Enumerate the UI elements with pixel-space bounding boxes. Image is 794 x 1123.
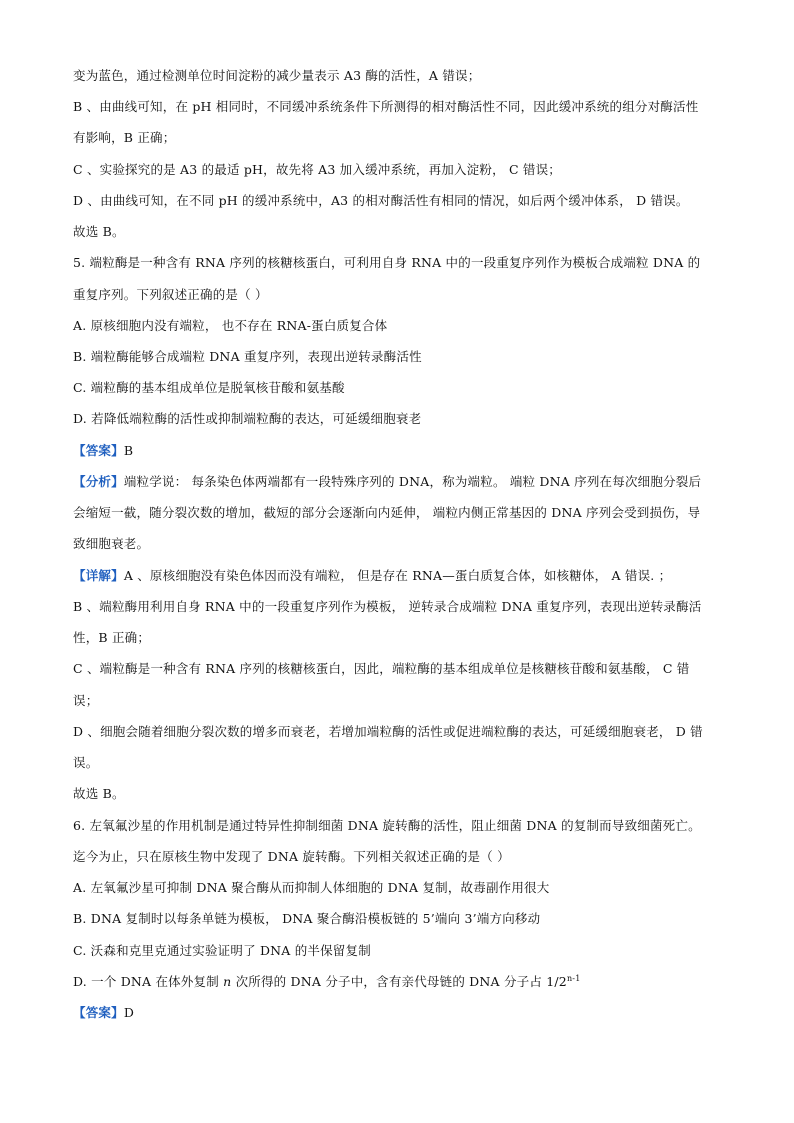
detail-line-5: 误； [73, 693, 99, 708]
answer-value: D [123, 1005, 135, 1020]
text-line: 故选 B。 [73, 224, 125, 239]
answer-tag: 【答案】 [73, 443, 124, 458]
answer-5 [73, 441, 723, 461]
option-d-exponent: n-1 [566, 973, 581, 983]
analysis-line-3: 致细胞衰老。 [73, 536, 150, 551]
option-d-variable-n: n [223, 974, 232, 989]
question-6-stem-cont: 迄今为止，只在原核生物中发现了 DNA 旋转酶。下列相关叙述正确的是（ ） [73, 849, 510, 864]
text-line: C 、实验探究的是 A3 的最适 pH，故先将 A3 加入缓冲系统，再加入淀粉， C 错误； [73, 162, 561, 177]
text-line: 变为蓝色，通过检测单位时间淀粉的减少量表示 A3 酶的活性，A 错误； [73, 68, 481, 83]
detail-tag: 【详解】 [73, 568, 124, 583]
analysis-tag: 【分析】 [73, 474, 124, 489]
detail-line-8: 故选 B。 [73, 786, 125, 801]
question-6-option-a: A. 左氧氟沙星可抑制 DNA 聚合酶从而抑制人体细胞的 DNA 复制，故毒副作用很大 [73, 880, 550, 895]
analysis-text: 端粒学说： 每条染色体两端都有一段特殊序列的 DNA，称为端粒。 端粒 DNA 序列在每次细胞分裂后 [123, 474, 702, 489]
option-d-text-pre: D. 一个 DNA 在体外复制 [73, 974, 224, 989]
detail-line-1 [73, 566, 723, 586]
detail-line-3: 性，B 正确； [73, 630, 151, 645]
question-6-stem: 6. 左氧氟沙星的作用机制是通过特异性抑制细菌 DNA 旋转酶的活性，阻止细菌 DNA 的复制而导致细菌死亡。 [73, 818, 701, 833]
detail-line-6: D 、细胞会随着细胞分裂次数的增多而衰老，若增加端粒酶的活性或促进端粒酶的表达，可延缓细胞衰老， D 错 [73, 724, 703, 739]
detail-text: A 、原核细胞没有染色体因而没有端粒， 但是存在 RNA—蛋白质复合体，如核糖体， A 错误. ； [123, 568, 672, 583]
question-5-option-c: C. 端粒酶的基本组成单位是脱氧核苷酸和氨基酸 [73, 380, 345, 395]
detail-line-2: B 、端粒酶用利用自身 RNA 中的一段重复序列作为模板， 逆转录合成端粒 DNA 重复序列，表现出逆转录酶活 [73, 599, 702, 614]
question-5-option-d: D. 若降低端粒酶的活性或抑制端粒酶的表达，可延缓细胞衰老 [73, 411, 422, 426]
question-5-stem: 5. 端粒酶是一种含有 RNA 序列的核糖核蛋白，可利用自身 RNA 中的一段重复序列作为模板合成端粒 DNA 的 [73, 255, 701, 270]
answer-tag: 【答案】 [73, 1005, 124, 1020]
question-6-option-b: B. DNA 复制时以每条单链为模板， DNA 聚合酶沿模板链的 5’端向 3’端方向移动 [73, 911, 541, 926]
answer-6 [73, 1003, 723, 1023]
question-6-option-d [73, 972, 723, 992]
answer-value: B [123, 443, 134, 458]
detail-line-7: 误。 [73, 755, 99, 770]
text-line: D 、由曲线可知，在不同 pH 的缓冲系统中，A3 的相对酶活性有相同的情况，如后两个缓冲体系， D 错误。 [73, 193, 689, 208]
text-line: B 、由曲线可知，在 pH 相同时，不同缓冲系统条件下所测得的相对酶活性不同，因此缓冲系统的组分对酶活性 [73, 99, 699, 114]
question-5-option-a: A. 原核细胞内没有端粒， 也不存在 RNA-蛋白质复合体 [73, 318, 388, 333]
question-6-option-c: C. 沃森和克里克通过实验证明了 DNA 的半保留复制 [73, 943, 371, 958]
analysis-line-2: 会缩短一截，随分裂次数的增加，截短的部分会逐渐向内延伸， 端粒内侧正常基因的 DNA 序列会受到损伤，导 [73, 505, 701, 520]
detail-line-4: C 、端粒酶是一种含有 RNA 序列的核糖核蛋白，因此，端粒酶的基本组成单位是核糖核苷酸和氨基酸， C 错 [73, 661, 690, 676]
text-line: 有影响，B 正确； [73, 130, 176, 145]
question-5-option-b: B. 端粒酶能够合成端粒 DNA 重复序列，表现出逆转录酶活性 [73, 349, 422, 364]
analysis-line-1 [73, 472, 723, 492]
option-d-text-mid: 次所得的 DNA 分子中，含有亲代母链的 DNA 分子占 1/2 [231, 974, 567, 989]
question-5-stem-cont: 重复序列。下列叙述正确的是（ ） [73, 287, 268, 302]
